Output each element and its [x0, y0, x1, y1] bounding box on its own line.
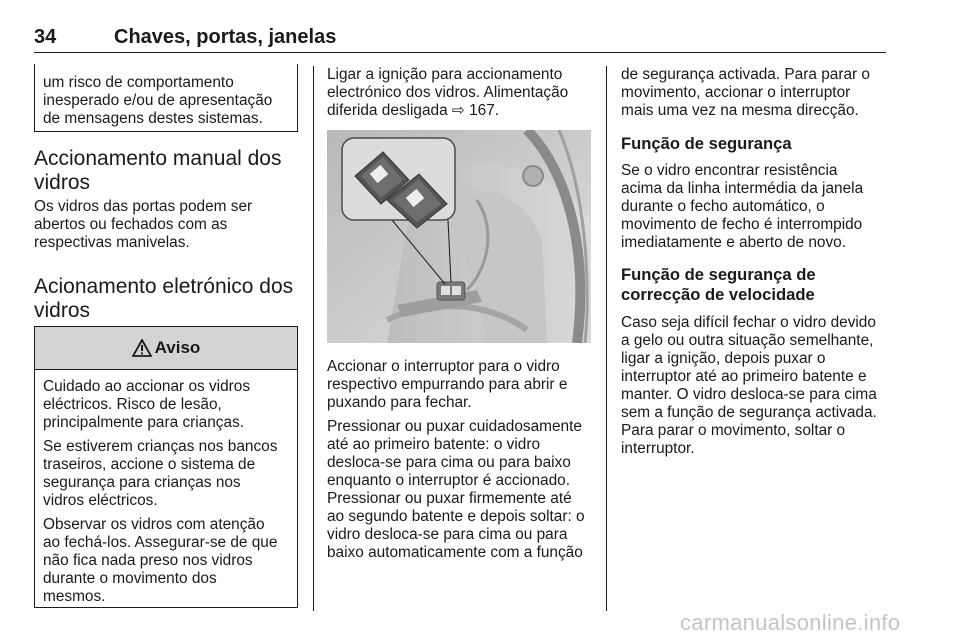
text-line: de mensagens destes sistemas.: [43, 110, 263, 127]
warning-header: [35, 327, 297, 370]
speed-safety-paragraph: Caso seja difícil fechar o vidro devido a gelo ou outra situação semelhante, ligar a ignição, depois puxar o interruptor até ao primeiro batente e manter. O vidro desloca-se para cima sem a função de segurança activada. Para parar o movimento, soltar o interruptor.: [621, 314, 877, 457]
column-divider-2: [606, 66, 607, 611]
warning-paragraph: Se estiverem crianças nos bancos traseiros, accione o sistema de segurança para crianças nos vidros eléctricos.: [43, 438, 278, 509]
continued-paragraph: de segurança activada. Para parar o movimento, accionar o interruptor mais uma vez na mesma direcção.: [621, 66, 870, 119]
window-switch-illustration: [327, 130, 591, 343]
column-divider-1: [313, 66, 314, 611]
safety-function-heading: Função de segurança: [621, 134, 792, 153]
continued-warning-box: [34, 64, 298, 132]
first-stop-paragraph: Pressionar ou puxar cuidadosamente até ao primeiro batente: o vidro desloca-se para cima ou para baixo enquanto o interruptor é accionado.: [327, 418, 582, 489]
section-heading-electronic: Acionamento eletrónico dos vidros: [34, 275, 294, 322]
warning-title: Aviso: [154, 338, 201, 357]
text-line: um risco de comportamento: [43, 74, 234, 91]
door-panel-image: [327, 130, 591, 343]
manual-paragraph: Os vidros das portas podem ser abertos ou fechados com as respectivas manivelas.: [34, 198, 253, 251]
text-line: inesperado e/ou de apresentação: [43, 92, 273, 109]
second-stop-paragraph: Pressionar ou puxar firmemente até ao segundo batente e depois soltar: o vidro desloca-se para cima ou para baixo automaticamente com a função: [327, 490, 585, 561]
chapter-title: Chaves, portas, janelas: [114, 26, 337, 48]
safety-function-paragraph: Se o vidro encontrar resistência acima da linha intermédia da janela durante o fecho automático, o movimento de fecho é interrompido imediatamente e aberto de novo.: [621, 162, 864, 251]
warning-paragraph: Cuidado ao accionar os vidros eléctricos. Risco de lesão, principalmente para crianças.: [43, 378, 251, 431]
warning-box: [34, 326, 298, 608]
section-heading-manual: Accionamento manual dos vidros: [34, 147, 282, 194]
warning-triangle-icon: [132, 339, 152, 357]
page-number: 34: [34, 26, 57, 48]
warning-paragraph: Observar os vidros com atenção ao fechá-los. Assegurar-se de que não fica nada preso nos vidros durante o movimento dos mesmos.: [43, 516, 278, 605]
page-header: [34, 26, 886, 53]
operate-switch-paragraph: Accionar o interruptor para o vidro respectivo empurrando para abrir e puxando para fechar.: [327, 358, 568, 411]
warning-body: [35, 370, 297, 606]
watermark: carmanualsonline.info: [680, 610, 901, 635]
ignition-paragraph: Ligar a ignição para accionamento electrónico dos vidros. Alimentação diferida desligada ⇨ 167.: [327, 66, 569, 119]
speed-safety-heading: Função de segurança de correcção de velocidade: [621, 265, 816, 304]
